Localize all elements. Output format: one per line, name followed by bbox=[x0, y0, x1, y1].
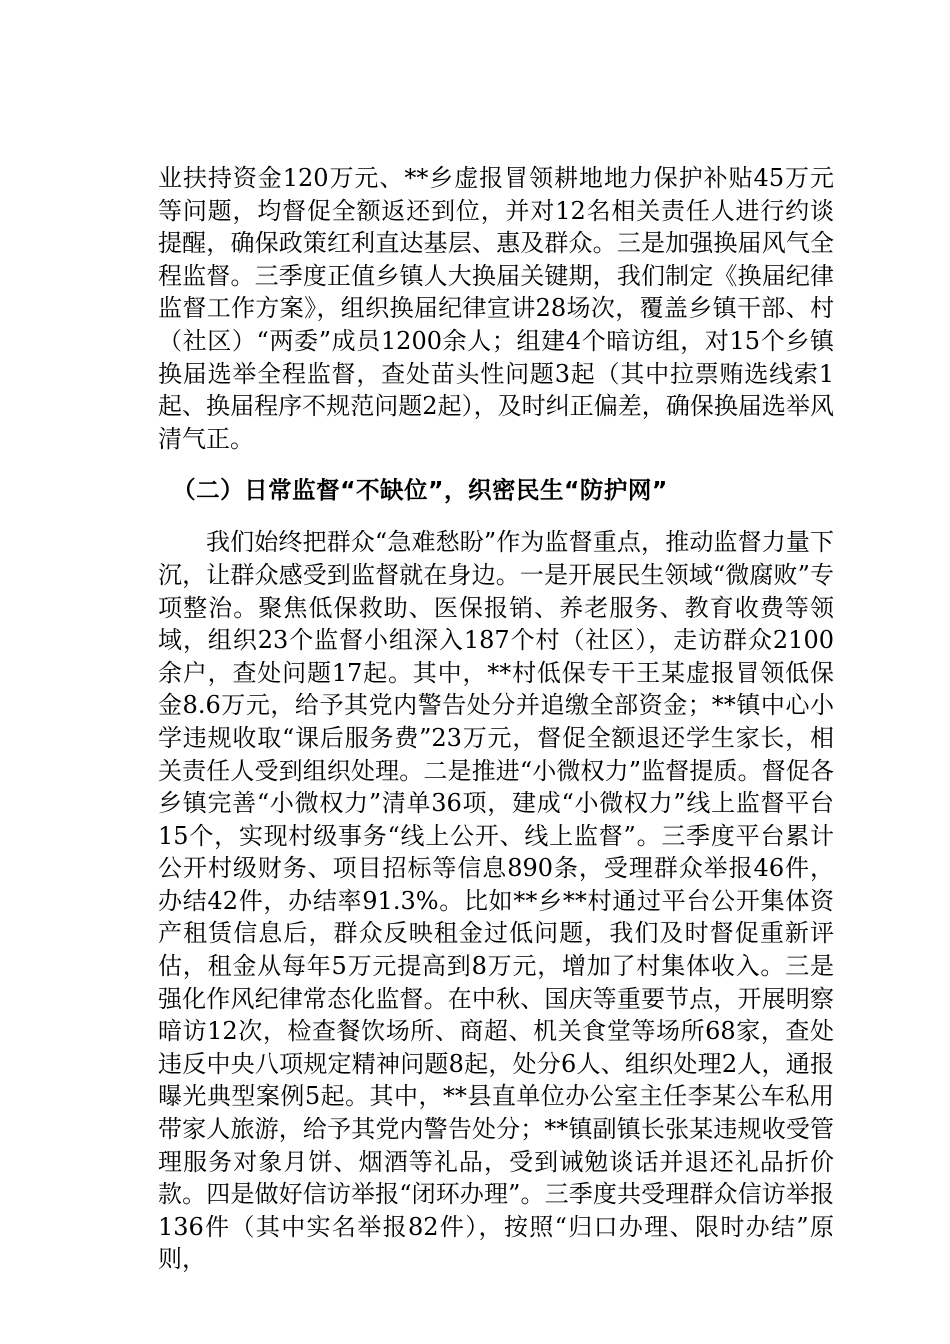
document-page bbox=[158, 162, 834, 1276]
paragraph-main: 我们始终把群众“急难愁盼”作为监督重点，推动监督力量下沉，让群众感受到监督就在身边。一是开展民生领域“微腐败”专项整治。聚焦低保救助、医保报销、养老服务、教育收费等领域，组织23个监督小组深入187个村（社区），走访群众2100余户，查处问题17起。其中，**村低保专干王某虚报冒领低保金8.6万元，给予其党内警告处分并追缴全部资金；**镇中心小学违规收取“课后服务费”23万元，督促全额退还学生家长，相关责任人受到组织处理。二是推进“小微权力”监督提质。督促各乡镇完善“小微权力”清单36项，建成“小微权力”线上监督平台15个，实现村级事务“线上公开、线上监督”。三季度平台累计公开村级财务、项目招标等信息890条，受理群众举报46件，办结42件，办结率91.3%。比如**乡**村通过平台公开集体资产租赁信息后，群众反映租金过低问题，我们及时督促重新评估，租金从每年5万元提高到8万元，增加了村集体收入。三是强化作风纪律常态化监督。在中秋、国庆等重要节点，开展明察暗访12次，检查餐饮场所、商超、机关食堂等场所68家，查处违反中央八项规定精神问题8起，处分6人、组织处理2人，通报曝光典型案例5起。其中，**县直单位办公室主任李某公车私用带家人旅游，给予其党内警告处分；**镇副镇长张某违规收受管理服务对象月饼、烟酒等礼品，受到诫勉谈话并退还礼品折价款。四是做好信访举报“闭环办理”。三季度共受理群众信访举报136件（其中实名举报82件），按照“归口办理、限时办结”原则， bbox=[158, 528, 834, 1274]
section-heading: （二）日常监督“不缺位”，织密民生“防护网” bbox=[172, 476, 668, 505]
paragraph-continuation: 业扶持资金120万元、**乡虚报冒领耕地地力保护补贴45万元等问题，均督促全额返还到位，并对12名相关责任人进行约谈提醒，确保政策红利直达基层、惠及群众。三是加强换届风气全程监督。三季度正值乡镇人大换届关键期，我们制定《换届纪律监督工作方案》，组织换届纪律宣讲28场次，覆盖乡镇干部、村（社区）“两委”成员1200余人；组建4个暗访组，对15个乡镇换届选举全程监督，查处苗头性问题3起（其中拉票贿选线索1起、换届程序不规范问题2起），及时纠正偏差，确保换届选举风清气正。 bbox=[158, 164, 834, 453]
